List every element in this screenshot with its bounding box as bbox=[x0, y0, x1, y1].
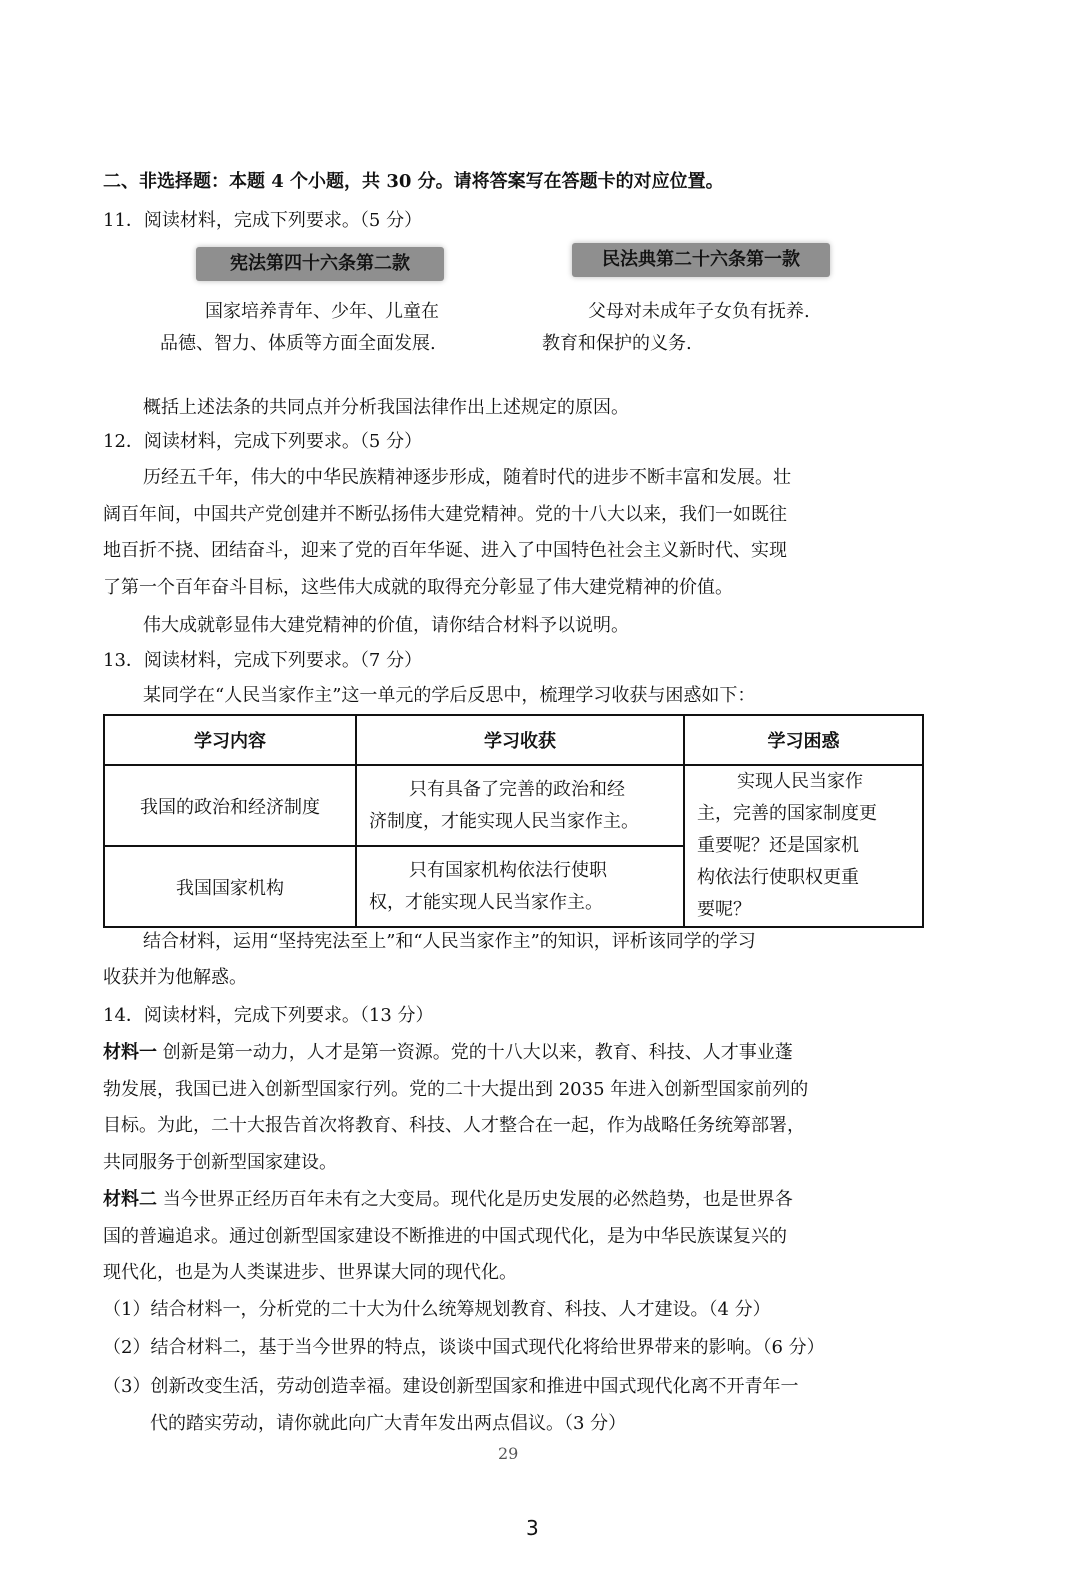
page-number: 3 bbox=[526, 1516, 539, 1540]
material-two-line1 bbox=[103, 1188, 793, 1212]
confusion-line1: 实现人民当家作 bbox=[737, 771, 863, 792]
q12-para-line1: 历经五千年，伟大的中华民族精神逐步形成，随着时代的进步不断丰富和发展。壮 bbox=[143, 467, 791, 488]
row2-content: 我国国家机构 bbox=[104, 846, 356, 927]
q14-sub1: （1）结合材料一，分析党的二十大为什么统筹规划教育、科技、人才建设。（4 分） bbox=[103, 1299, 771, 1320]
material-two-line2: 国的普遍追求。通过创新型国家建设不断推进的中国式现代化，是为中华民族谋复兴的 bbox=[103, 1226, 787, 1247]
q13-question-line1: 结合材料，运用“坚持宪法至上”和“人民当家作主”的知识，评析该同学的学习 bbox=[143, 931, 756, 952]
law2-title-plaque: 民法典第二十六条第一款 bbox=[572, 243, 830, 277]
row1-gain bbox=[356, 765, 684, 846]
material-one-label: 材料一 bbox=[103, 1042, 157, 1063]
q14-sub3-line1: （3）创新改变生活，劳动创造幸福。建设创新型国家和推进中国式现代化离不开青年一 bbox=[103, 1376, 799, 1397]
q12-para-line2: 阔百年间，中国共产党创建并不断弘扬伟大建党精神。党的十八大以来，我们一如既往 bbox=[103, 504, 787, 525]
confusion-line4: 构依法行使职权更重 bbox=[697, 867, 859, 888]
row2-gain-line1: 只有国家机构依法行使职 bbox=[409, 859, 607, 881]
law1-title-plaque: 宪法第四十六条第二款 bbox=[196, 247, 444, 281]
material-one-line2: 勃发展，我国已进入创新型国家行列。党的二十大提出到 2035 年进入创新型国家前列的 bbox=[103, 1079, 809, 1100]
header-learning-gain: 学习收获 bbox=[356, 715, 684, 765]
learning-reflection-table bbox=[103, 714, 924, 928]
material-one-line3: 目标。为此，二十大报告首次将教育、科技、人才整合在一起，作为战略任务统筹部署， bbox=[103, 1115, 805, 1136]
q12-title: 12．阅读材料，完成下列要求。（5 分） bbox=[103, 431, 423, 452]
q12-para-line3: 地百折不挠、团结奋斗，迎来了党的百年华诞、进入了中国特色社会主义新时代、实现 bbox=[103, 540, 787, 561]
q13-question-line2: 收获并为他解惑。 bbox=[103, 967, 247, 988]
confusion-cell bbox=[684, 765, 923, 927]
confusion-line5: 要呢？ bbox=[697, 899, 751, 920]
row2-gain bbox=[356, 846, 684, 927]
material-one-line4: 共同服务于创新型国家建设。 bbox=[103, 1152, 337, 1173]
row2-gain-line2: 权，才能实现人民当家作主。 bbox=[369, 891, 603, 913]
q14-title: 14．阅读材料，完成下列要求。（13 分） bbox=[103, 1005, 434, 1026]
q11-title: 11．阅读材料，完成下列要求。（5 分） bbox=[103, 210, 423, 231]
row1-content: 我国的政治和经济制度 bbox=[104, 765, 356, 846]
table-header-row bbox=[104, 715, 923, 765]
q13-intro: 某同学在“人民当家作主”这一单元的学后反思中，梳理学习收获与困惑如下： bbox=[143, 685, 756, 706]
row1-gain-line1: 只有具备了完善的政治和经 bbox=[409, 778, 625, 800]
q13-title: 13．阅读材料，完成下列要求。（7 分） bbox=[103, 650, 423, 671]
material-one-line1 bbox=[103, 1041, 793, 1065]
law2-line1: 父母对未成年子女负有抚养. bbox=[588, 301, 810, 322]
row1-gain-line2: 济制度，才能实现人民当家作主。 bbox=[369, 810, 639, 832]
q14-sub3-line2: 代的踏实劳动，请你就此向广大青年发出两点倡议。（3 分） bbox=[150, 1413, 627, 1434]
material-one-text1: 创新是第一动力，人才是第一资源。党的十八大以来，教育、科技、人才事业蓬 bbox=[162, 1042, 793, 1063]
law1-line1: 国家培养青年、少年、儿童在 bbox=[205, 301, 439, 322]
material-two-text1: 当今世界正经历百年未有之大变局。现代化是历史发展的必然趋势，也是世界各 bbox=[162, 1189, 793, 1210]
q11-question: 概括上述法条的共同点并分析我国法律作出上述规定的原因。 bbox=[143, 397, 629, 418]
table-row bbox=[104, 765, 923, 846]
material-two-label: 材料二 bbox=[103, 1189, 157, 1210]
header-learning-content: 学习内容 bbox=[104, 715, 356, 765]
law1-line2: 品德、智力、体质等方面全面发展. bbox=[160, 333, 436, 354]
confusion-line2: 主，完善的国家制度更 bbox=[697, 803, 877, 824]
q14-sub2: （2）结合材料二，基于当今世界的特点，谈谈中国式现代化将给世界带来的影响。（6 分） bbox=[103, 1337, 825, 1358]
scan-page-number: 29 bbox=[498, 1444, 519, 1463]
q12-para-line4: 了第一个百年奋斗目标，这些伟大成就的取得充分彰显了伟大建党精神的价值。 bbox=[103, 577, 733, 598]
section-title: 二、非选择题：本题 4 个小题，共 30 分。请将答案写在答题卡的对应位置。 bbox=[103, 171, 724, 192]
confusion-line3: 重要呢？还是国家机 bbox=[697, 835, 859, 856]
q12-question: 伟大成就彰显伟大建党精神的价值，请你结合材料予以说明。 bbox=[143, 615, 629, 636]
material-two-line3: 现代化，也是为人类谋进步、世界谋大同的现代化。 bbox=[103, 1262, 517, 1283]
law2-line2: 教育和保护的义务. bbox=[542, 333, 692, 354]
header-learning-confusion: 学习困惑 bbox=[684, 715, 923, 765]
